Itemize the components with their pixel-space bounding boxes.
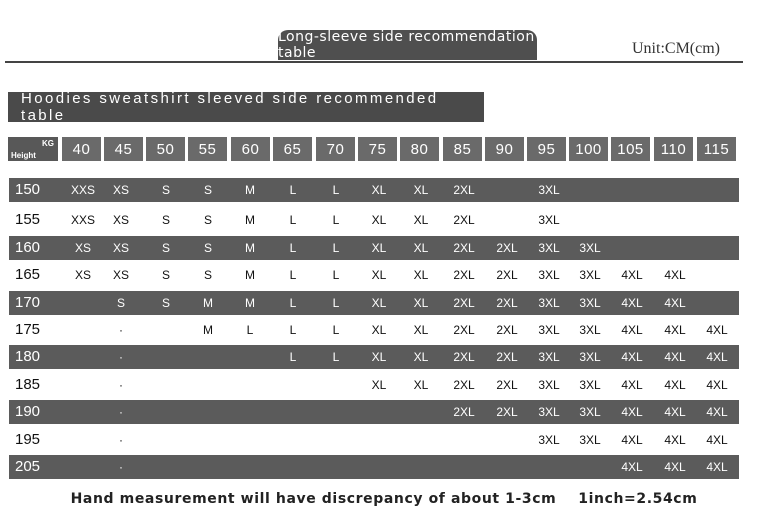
size-cell: L <box>289 268 297 282</box>
size-cell: XL <box>371 183 387 197</box>
size-cell: XS <box>112 213 129 227</box>
size-cell: XL <box>413 350 429 364</box>
table-row <box>9 236 739 260</box>
size-cell: 3XL <box>538 213 560 227</box>
height-label: 165 <box>15 266 41 283</box>
size-cell: 2XL <box>496 350 518 364</box>
size-cell: XS <box>112 183 129 197</box>
weight-header-cell: 50 <box>146 137 185 161</box>
size-cell: S <box>161 268 170 282</box>
size-cell: XS <box>112 268 129 282</box>
size-cell: S <box>161 241 170 255</box>
size-cell: M <box>203 323 213 337</box>
size-cell: 3XL <box>538 350 560 364</box>
footer-note <box>0 491 768 507</box>
weight-header-cell: 65 <box>273 137 312 161</box>
height-label: 180 <box>15 348 41 365</box>
size-cell: · <box>119 405 123 419</box>
size-cell: S <box>161 183 170 197</box>
weight-header-cell: 40 <box>62 137 101 161</box>
size-cell: 4XL <box>706 323 728 337</box>
header-tab <box>278 30 537 60</box>
size-cell: 3XL <box>538 378 560 392</box>
height-label: 175 <box>15 321 41 338</box>
table-row <box>9 373 739 397</box>
size-cell: · <box>119 350 123 364</box>
size-cell: 3XL <box>579 268 601 282</box>
size-cell: 2XL <box>453 183 475 197</box>
table-row <box>9 345 739 369</box>
weight-header-cell: 55 <box>188 137 227 161</box>
size-cell: 4XL <box>664 378 686 392</box>
size-cell: 4XL <box>621 405 643 419</box>
table-row <box>9 208 739 232</box>
size-cell: S <box>161 296 170 310</box>
size-cell: · <box>119 378 123 392</box>
size-cell: · <box>119 460 123 474</box>
kg-axis-label: KG <box>42 139 54 148</box>
height-label: 195 <box>15 431 41 448</box>
height-label: 185 <box>15 376 41 393</box>
weight-header-cell: 95 <box>527 137 566 161</box>
size-cell: 4XL <box>621 268 643 282</box>
size-cell: 4XL <box>706 460 728 474</box>
height-axis-label: Height <box>11 151 36 160</box>
size-cell: L <box>332 213 340 227</box>
weight-header-cell: 90 <box>485 137 524 161</box>
weight-header-cell: 100 <box>569 137 608 161</box>
size-cell: XL <box>413 296 429 310</box>
size-cell: 3XL <box>538 183 560 197</box>
unit-label: Unit:CM(cm) <box>632 40 720 57</box>
size-cell: 3XL <box>538 323 560 337</box>
size-cell: 2XL <box>496 405 518 419</box>
size-cell: 4XL <box>664 323 686 337</box>
size-cell: XL <box>371 323 387 337</box>
size-cell: 3XL <box>538 268 560 282</box>
size-cell: XL <box>413 378 429 392</box>
height-label: 190 <box>15 403 41 420</box>
table-row <box>9 291 739 315</box>
weight-header-cell: 105 <box>611 137 650 161</box>
size-cell: M <box>245 241 255 255</box>
size-cell: 4XL <box>664 296 686 310</box>
size-cell: 4XL <box>706 350 728 364</box>
size-cell: L <box>289 296 297 310</box>
size-cell: 4XL <box>706 433 728 447</box>
size-cell: M <box>245 296 255 310</box>
size-cell: 2XL <box>453 405 475 419</box>
size-cell: 3XL <box>579 378 601 392</box>
size-cell: 4XL <box>664 433 686 447</box>
size-cell: L <box>289 213 297 227</box>
size-cell: L <box>289 183 297 197</box>
size-cell: M <box>245 268 255 282</box>
weight-header-cell: 60 <box>231 137 270 161</box>
weight-header-cell: 80 <box>400 137 439 161</box>
size-cell: L <box>289 241 297 255</box>
size-cell: 2XL <box>496 241 518 255</box>
size-cell: 4XL <box>621 323 643 337</box>
weight-header-cell: 45 <box>104 137 143 161</box>
size-cell: L <box>289 350 297 364</box>
size-cell: XS <box>74 241 91 255</box>
table-row <box>9 455 739 479</box>
header-tab-title: Long-sleeve side recommendation table <box>278 29 535 61</box>
size-cell: S <box>203 183 212 197</box>
size-cell: 2XL <box>453 241 475 255</box>
size-cell: XL <box>371 241 387 255</box>
size-cell: M <box>245 213 255 227</box>
size-cell: S <box>116 296 125 310</box>
size-cell: XXS <box>70 183 95 197</box>
size-cell: S <box>203 213 212 227</box>
size-cell: 3XL <box>579 405 601 419</box>
size-cell: XL <box>371 350 387 364</box>
size-cell: 4XL <box>664 405 686 419</box>
table-row <box>9 428 739 452</box>
size-cell: L <box>332 241 340 255</box>
table-row <box>9 318 739 342</box>
size-cell: 4XL <box>664 350 686 364</box>
section-title-text: Hoodies sweatshirt sleeved side recommended table <box>21 90 439 124</box>
size-cell: 2XL <box>496 296 518 310</box>
size-cell: 2XL <box>496 323 518 337</box>
size-cell: L <box>289 323 297 337</box>
size-cell: XS <box>74 268 91 282</box>
height-label: 170 <box>15 294 41 311</box>
size-cell: XL <box>413 323 429 337</box>
size-cell: 3XL <box>538 433 560 447</box>
size-cell: XL <box>413 241 429 255</box>
weight-header-cell: 110 <box>654 137 693 161</box>
section-title <box>8 92 484 122</box>
size-cell: XL <box>371 378 387 392</box>
size-cell: 3XL <box>538 296 560 310</box>
size-cell: 3XL <box>579 241 601 255</box>
height-label: 160 <box>15 239 41 256</box>
size-cell: 4XL <box>621 378 643 392</box>
size-cell: 2XL <box>453 296 475 310</box>
size-cell: L <box>332 350 340 364</box>
size-cell: 4XL <box>621 433 643 447</box>
size-cell: 3XL <box>579 433 601 447</box>
size-cell: 3XL <box>579 323 601 337</box>
size-cell: XL <box>371 268 387 282</box>
weight-header-cell: 85 <box>443 137 482 161</box>
size-cell: S <box>203 268 212 282</box>
size-cell: 2XL <box>453 378 475 392</box>
size-cell: 2XL <box>496 268 518 282</box>
size-cell: 3XL <box>579 296 601 310</box>
size-cell: XL <box>371 296 387 310</box>
size-cell: L <box>332 296 340 310</box>
size-cell: 4XL <box>621 296 643 310</box>
axis-corner <box>8 137 58 161</box>
size-cell: 4XL <box>621 460 643 474</box>
size-cell: XS <box>112 241 129 255</box>
size-cell: 2XL <box>453 350 475 364</box>
size-cell: XXS <box>70 213 95 227</box>
footer-note-text: Hand measurement will have discrepancy of about 1-3cm 1inch=2.54cm <box>70 491 698 507</box>
size-cell: 4XL <box>664 460 686 474</box>
size-cell: 2XL <box>453 323 475 337</box>
size-cell: 2XL <box>453 268 475 282</box>
size-cell: 4XL <box>706 378 728 392</box>
table-row <box>9 400 739 424</box>
size-cell: 4XL <box>664 268 686 282</box>
size-cell: XL <box>371 213 387 227</box>
size-cell: 3XL <box>538 241 560 255</box>
size-cell: 4XL <box>706 405 728 419</box>
height-label: 155 <box>15 211 41 228</box>
size-cell: S <box>161 213 170 227</box>
height-label: 150 <box>15 181 41 198</box>
size-cell: 2XL <box>453 213 475 227</box>
size-cell: S <box>203 241 212 255</box>
size-cell: · <box>119 323 123 337</box>
size-cell: M <box>203 296 213 310</box>
size-cell: L <box>246 323 254 337</box>
size-cell: L <box>332 323 340 337</box>
table-row <box>9 178 739 202</box>
table-row <box>9 263 739 287</box>
height-label: 205 <box>15 458 41 475</box>
size-cell: 3XL <box>579 350 601 364</box>
size-cell: XL <box>413 183 429 197</box>
size-cell: L <box>332 183 340 197</box>
size-cell: 3XL <box>538 405 560 419</box>
header-rule <box>5 61 743 63</box>
size-cell: · <box>119 433 123 447</box>
size-cell: L <box>332 268 340 282</box>
weight-header-cell: 70 <box>316 137 355 161</box>
size-cell: 4XL <box>621 350 643 364</box>
size-cell: 2XL <box>496 378 518 392</box>
weight-header-cell: 115 <box>697 137 736 161</box>
weight-header-cell: 75 <box>358 137 397 161</box>
size-cell: M <box>245 183 255 197</box>
size-cell: XL <box>413 213 429 227</box>
size-cell: XL <box>413 268 429 282</box>
